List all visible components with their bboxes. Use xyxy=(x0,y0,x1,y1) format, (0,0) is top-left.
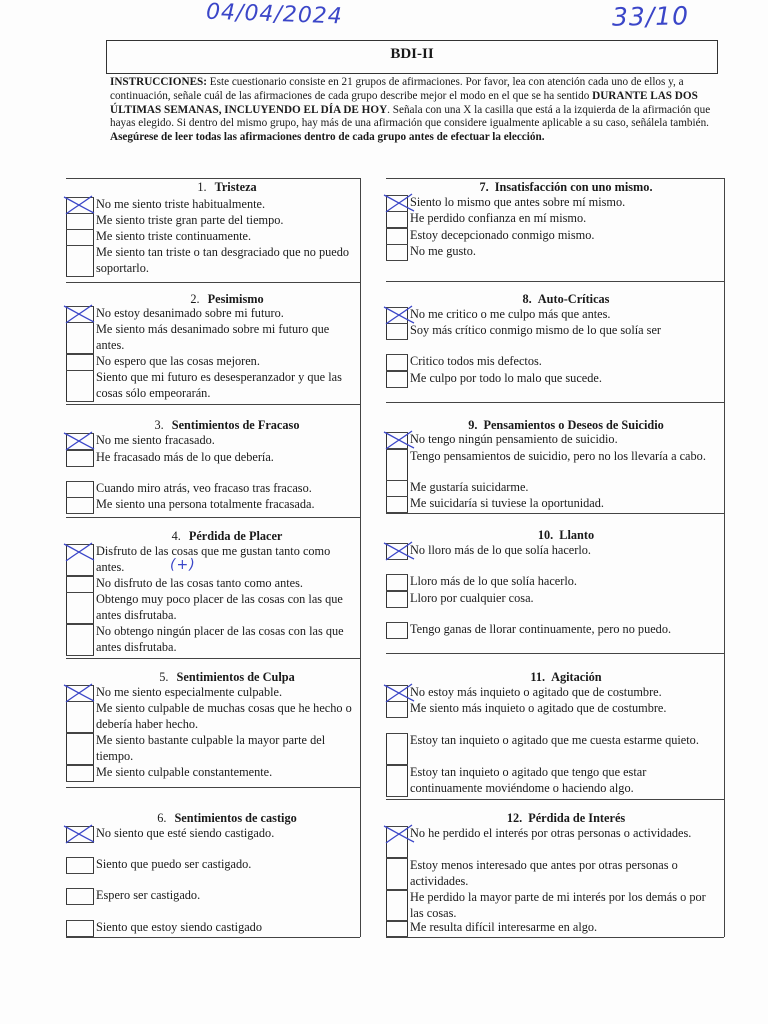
group-number: 6. xyxy=(157,811,167,825)
group-separator xyxy=(66,937,360,938)
option-checkbox[interactable] xyxy=(66,497,94,513)
group-title-text: Tristeza xyxy=(214,180,257,194)
option-checkbox[interactable] xyxy=(386,228,408,244)
checkbox-border xyxy=(66,354,94,355)
group-number: 11. xyxy=(530,670,546,684)
option-checkbox[interactable] xyxy=(66,888,94,904)
x-check-mark xyxy=(62,822,96,846)
x-check-mark xyxy=(62,193,96,217)
option-text: Siento que estoy siendo castigado xyxy=(96,920,262,934)
option-checkbox[interactable] xyxy=(66,920,94,936)
option-text: Me siento tan triste o tan desgraciado que no puedo soportarlo. xyxy=(96,245,350,275)
checkbox-border xyxy=(386,607,408,608)
option-text: No disfruto de las cosas tanto como antes. xyxy=(96,576,303,590)
option-text: He perdido la mayor parte de mi interés por los demás o por las cosas. xyxy=(410,890,706,920)
group-title-text: Sentimientos de castigo xyxy=(174,811,297,825)
option-text: No me gusto. xyxy=(410,244,476,258)
option-text: He perdido confianza en mí mismo. xyxy=(410,211,587,225)
option-checkbox[interactable] xyxy=(66,354,94,370)
option-text: Me siento triste gran parte del tiempo. xyxy=(96,213,284,227)
group-title-text: Sentimientos de Culpa xyxy=(176,670,295,684)
option-text: Me siento más desanimado sobre mi futuro que antes. xyxy=(96,322,330,352)
group-title xyxy=(408,418,724,433)
group-number: 12. xyxy=(506,811,523,825)
option-checkbox[interactable] xyxy=(386,890,408,921)
x-check-mark xyxy=(382,303,416,327)
checkbox-border xyxy=(66,276,94,277)
option-text: He fracasado más de lo que debería. xyxy=(96,450,274,464)
group-title xyxy=(94,670,360,685)
group-title xyxy=(408,292,724,307)
option-text: Disfruto de las cosas que me gustan tanto como antes. xyxy=(96,544,331,574)
group-number: 2. xyxy=(190,292,200,306)
option-checkbox[interactable] xyxy=(66,701,94,732)
option-text: Estoy tan inquieto o agitado que tengo que estar continuamente moviéndome o haciendo algo. xyxy=(410,765,647,795)
option-text: Me suicidaría si tuviese la oportunidad. xyxy=(410,496,604,510)
checkbox-border xyxy=(66,781,94,782)
option-text: Me siento bastante culpable la mayor parte del tiempo. xyxy=(96,733,326,763)
group-separator xyxy=(66,404,360,405)
group-separator xyxy=(386,799,724,800)
instructions-text-2: . Señala con una X la casilla que está a la izquierda de la afirmación que hayas elegido. Si dentro del mismo grupo, hay más de una afirmación que considere igualmente aplicable a su caso, señálela también. xyxy=(110,103,711,130)
group-separator xyxy=(386,937,724,938)
checkbox-border xyxy=(386,717,408,718)
option-text: Estoy decepcionado conmigo mismo. xyxy=(410,228,595,242)
handwritten-score: 33/10 xyxy=(611,1,690,32)
group-title-text: Pérdida de Interés xyxy=(528,811,626,825)
checkbox-border xyxy=(66,624,94,625)
option-checkbox[interactable] xyxy=(66,576,94,592)
checkbox-border xyxy=(66,857,94,858)
checkbox-border xyxy=(386,733,408,734)
group-title xyxy=(94,292,360,307)
option-text: No espero que las cosas mejoren. xyxy=(96,354,260,368)
option-checkbox[interactable] xyxy=(386,733,408,764)
checkbox-border xyxy=(66,370,94,371)
column-border xyxy=(724,178,725,937)
x-check-mark xyxy=(382,539,416,563)
option-text: No me critico o me culpo más que antes. xyxy=(410,307,611,321)
group-separator xyxy=(386,653,724,654)
checkbox-border xyxy=(66,576,94,577)
group-number: 9. xyxy=(468,418,478,432)
checkbox-border xyxy=(386,228,408,229)
form-title: BDI-II xyxy=(106,40,718,74)
checkbox-border xyxy=(66,904,94,905)
option-text: No me siento triste habitualmente. xyxy=(96,197,266,211)
checkbox-border xyxy=(66,401,94,402)
checkbox-border xyxy=(66,888,94,889)
instructions xyxy=(110,76,714,145)
group-title-text: Agitación xyxy=(551,670,602,684)
option-checkbox[interactable] xyxy=(66,245,94,276)
option-checkbox[interactable] xyxy=(66,370,94,401)
checkbox-border xyxy=(386,244,408,245)
checkbox-border xyxy=(66,481,94,482)
option-checkbox[interactable] xyxy=(66,481,94,497)
group-title-text: Insatisfacción con uno mismo. xyxy=(494,180,653,194)
x-check-mark xyxy=(62,302,96,326)
group-title xyxy=(94,811,360,826)
group-separator xyxy=(386,281,724,282)
group-title xyxy=(94,418,360,433)
option-text: Espero ser castigado. xyxy=(96,888,201,902)
checkbox-border xyxy=(66,592,94,593)
x-check-mark xyxy=(382,681,416,705)
checkbox-border xyxy=(386,354,408,355)
checkbox-border xyxy=(66,655,94,656)
option-text: Siento lo mismo que antes sobre mí mismo. xyxy=(410,195,626,209)
option-text: Tengo ganas de llorar continuamente, pero no puedo. xyxy=(410,622,672,636)
checkbox-border xyxy=(386,622,408,623)
instructions-label: INSTRUCCIONES: xyxy=(110,76,207,88)
group-number: 4. xyxy=(171,529,181,543)
option-text: Me culpo por todo lo malo que sucede. xyxy=(410,371,602,385)
option-checkbox[interactable] xyxy=(386,480,408,496)
checkbox-border xyxy=(386,371,408,372)
option-checkbox[interactable] xyxy=(386,622,408,638)
checkbox-border xyxy=(66,497,94,498)
group-separator xyxy=(66,787,360,788)
column-border xyxy=(360,178,361,937)
option-text: Siento que mi futuro es desesperanzador y que las cosas sólo empeorarán. xyxy=(96,370,342,400)
group-title-text: Llanto xyxy=(559,528,595,542)
checkbox-border xyxy=(386,638,408,639)
option-checkbox[interactable] xyxy=(66,765,94,781)
group-title-text: Pérdida de Placer xyxy=(188,529,283,543)
option-checkbox[interactable] xyxy=(386,858,408,889)
group-title xyxy=(94,180,360,195)
group-title-text: Auto-Críticas xyxy=(537,292,610,306)
x-check-mark xyxy=(382,822,416,846)
checkbox-border xyxy=(66,466,94,467)
option-checkbox[interactable] xyxy=(386,449,408,480)
checkbox-border xyxy=(386,858,408,859)
group-title-text: Pensamientos o Deseos de Suicidio xyxy=(483,418,664,432)
instructions-emphasis-2: Asegúrese de leer todas las afirmaciones dentro de cada grupo antes de efectuar la elección. xyxy=(110,131,545,144)
group-separator xyxy=(66,282,360,283)
option-text: Obtengo muy poco placer de las cosas con las que antes disfrutaba. xyxy=(96,592,343,622)
x-check-mark xyxy=(382,191,416,215)
group-title xyxy=(408,180,724,195)
checkbox-border xyxy=(66,765,94,766)
group-number: 7. xyxy=(479,180,489,194)
option-text: Me siento culpable de muchas cosas que he hecho o debería haber hecho. xyxy=(96,701,352,731)
group-title xyxy=(408,670,724,685)
option-text: Tengo pensamientos de suicidio, pero no los llevaría a cabo. xyxy=(410,449,706,463)
option-text: Lloro por cualquier cosa. xyxy=(410,591,534,605)
checkbox-border xyxy=(386,480,408,481)
option-checkbox[interactable] xyxy=(386,496,408,512)
group-title xyxy=(94,529,360,544)
checkbox-border xyxy=(386,796,408,797)
handwritten-date: 04/04/2024 xyxy=(205,0,344,30)
option-text: Estoy menos interesado que antes por otras personas o actividades. xyxy=(410,858,678,888)
group-number: 8. xyxy=(522,292,532,306)
option-checkbox[interactable] xyxy=(66,322,94,353)
x-check-mark xyxy=(62,681,96,705)
option-text: No me siento fracasado. xyxy=(96,433,215,447)
option-checkbox[interactable] xyxy=(386,765,408,796)
option-text: No siento que esté siendo castigado. xyxy=(96,826,275,840)
group-title xyxy=(408,528,724,543)
group-separator xyxy=(66,517,360,518)
group-number: 10. xyxy=(537,528,554,542)
option-text: No estoy desanimado sobre mi futuro. xyxy=(96,306,284,320)
option-text: Soy más crítico conmigo mismo de lo que solía ser xyxy=(410,323,662,337)
checkbox-border xyxy=(386,591,408,592)
option-text: Me siento culpable constantemente. xyxy=(96,765,273,779)
checkbox-border xyxy=(386,339,408,340)
option-text: No obtengo ningún placer de las cosas con las que antes disfrutaba. xyxy=(96,624,344,654)
option-text: Lloro más de lo que solía hacerlo. xyxy=(410,574,577,588)
option-text: No me siento especialmente culpable. xyxy=(96,685,283,699)
option-checkbox[interactable] xyxy=(386,591,408,607)
checkbox-border xyxy=(386,574,408,575)
group-title xyxy=(408,811,724,826)
option-text: Me siento una persona totalmente fracasada. xyxy=(96,497,315,511)
checkbox-border xyxy=(386,920,408,921)
checkbox-border xyxy=(66,920,94,921)
checkbox-border xyxy=(66,245,94,246)
option-text: Cuando miro atrás, veo fracaso tras fracaso. xyxy=(96,481,312,495)
instructions-text-1: Este cuestionario consiste en 21 grupos de afirmaciones. Por favor, lea con atención cada uno de ellos y, a continuación, señale cuál de las afirmaciones de cada grupo describe mejor el modo en el que se ha sentido xyxy=(110,76,684,102)
option-text: Me siento triste continuamente. xyxy=(96,229,252,243)
option-text: Me resulta difícil interesarme en algo. xyxy=(410,920,598,934)
group-number: 3. xyxy=(154,418,164,432)
option-text: Estoy tan inquieto o agitado que me cuesta estarme quieto. xyxy=(410,733,699,747)
option-text: No he perdido el interés por otras personas o actividades. xyxy=(410,826,692,840)
option-checkbox[interactable] xyxy=(66,733,94,764)
option-checkbox[interactable] xyxy=(386,574,408,590)
option-text: No lloro más de lo que solía hacerlo. xyxy=(410,543,591,557)
group-separator xyxy=(66,178,360,179)
option-checkbox[interactable] xyxy=(386,371,408,387)
group-separator xyxy=(386,402,724,403)
option-text: Critico todos mis defectos. xyxy=(410,354,542,368)
checkbox-border xyxy=(66,733,94,734)
option-checkbox[interactable] xyxy=(386,354,408,370)
checkbox-border xyxy=(386,765,408,766)
handwritten-plus-note: (+) xyxy=(170,557,196,573)
checkbox-border xyxy=(66,229,94,230)
group-separator xyxy=(66,658,360,659)
option-text: Me siento más inquieto o agitado que de costumbre. xyxy=(410,701,667,715)
option-checkbox[interactable] xyxy=(386,920,408,936)
checkbox-border xyxy=(386,496,408,497)
x-check-mark xyxy=(382,428,416,452)
checkbox-border xyxy=(66,873,94,874)
option-text: No estoy más inquieto o agitado que de costumbre. xyxy=(410,685,662,699)
option-text: Me gustaría suicidarme. xyxy=(410,480,529,494)
checkbox-border xyxy=(386,890,408,891)
group-separator xyxy=(386,178,724,179)
option-checkbox[interactable] xyxy=(66,624,94,655)
group-title-text: Sentimientos de Fracaso xyxy=(171,418,300,432)
checkbox-border xyxy=(386,387,408,388)
option-text: Siento que puedo ser castigado. xyxy=(96,857,252,871)
option-checkbox[interactable] xyxy=(66,857,94,873)
instructions-emphasis-1: DURANTE LAS DOS ÚLTIMAS SEMANAS, INCLUYENDO EL DÍA DE HOY xyxy=(110,89,698,116)
x-check-mark xyxy=(62,429,96,453)
checkbox-border xyxy=(66,513,94,514)
checkbox-border xyxy=(386,260,408,261)
x-check-mark xyxy=(62,540,96,564)
group-number: 1. xyxy=(197,180,207,194)
option-checkbox[interactable] xyxy=(386,244,408,260)
group-title-text: Pesimismo xyxy=(207,292,264,306)
group-number: 5. xyxy=(159,670,169,684)
option-checkbox[interactable] xyxy=(66,229,94,245)
option-text: No tengo ningún pensamiento de suicidio. xyxy=(410,432,618,446)
option-checkbox[interactable] xyxy=(66,592,94,623)
group-separator xyxy=(386,513,724,514)
